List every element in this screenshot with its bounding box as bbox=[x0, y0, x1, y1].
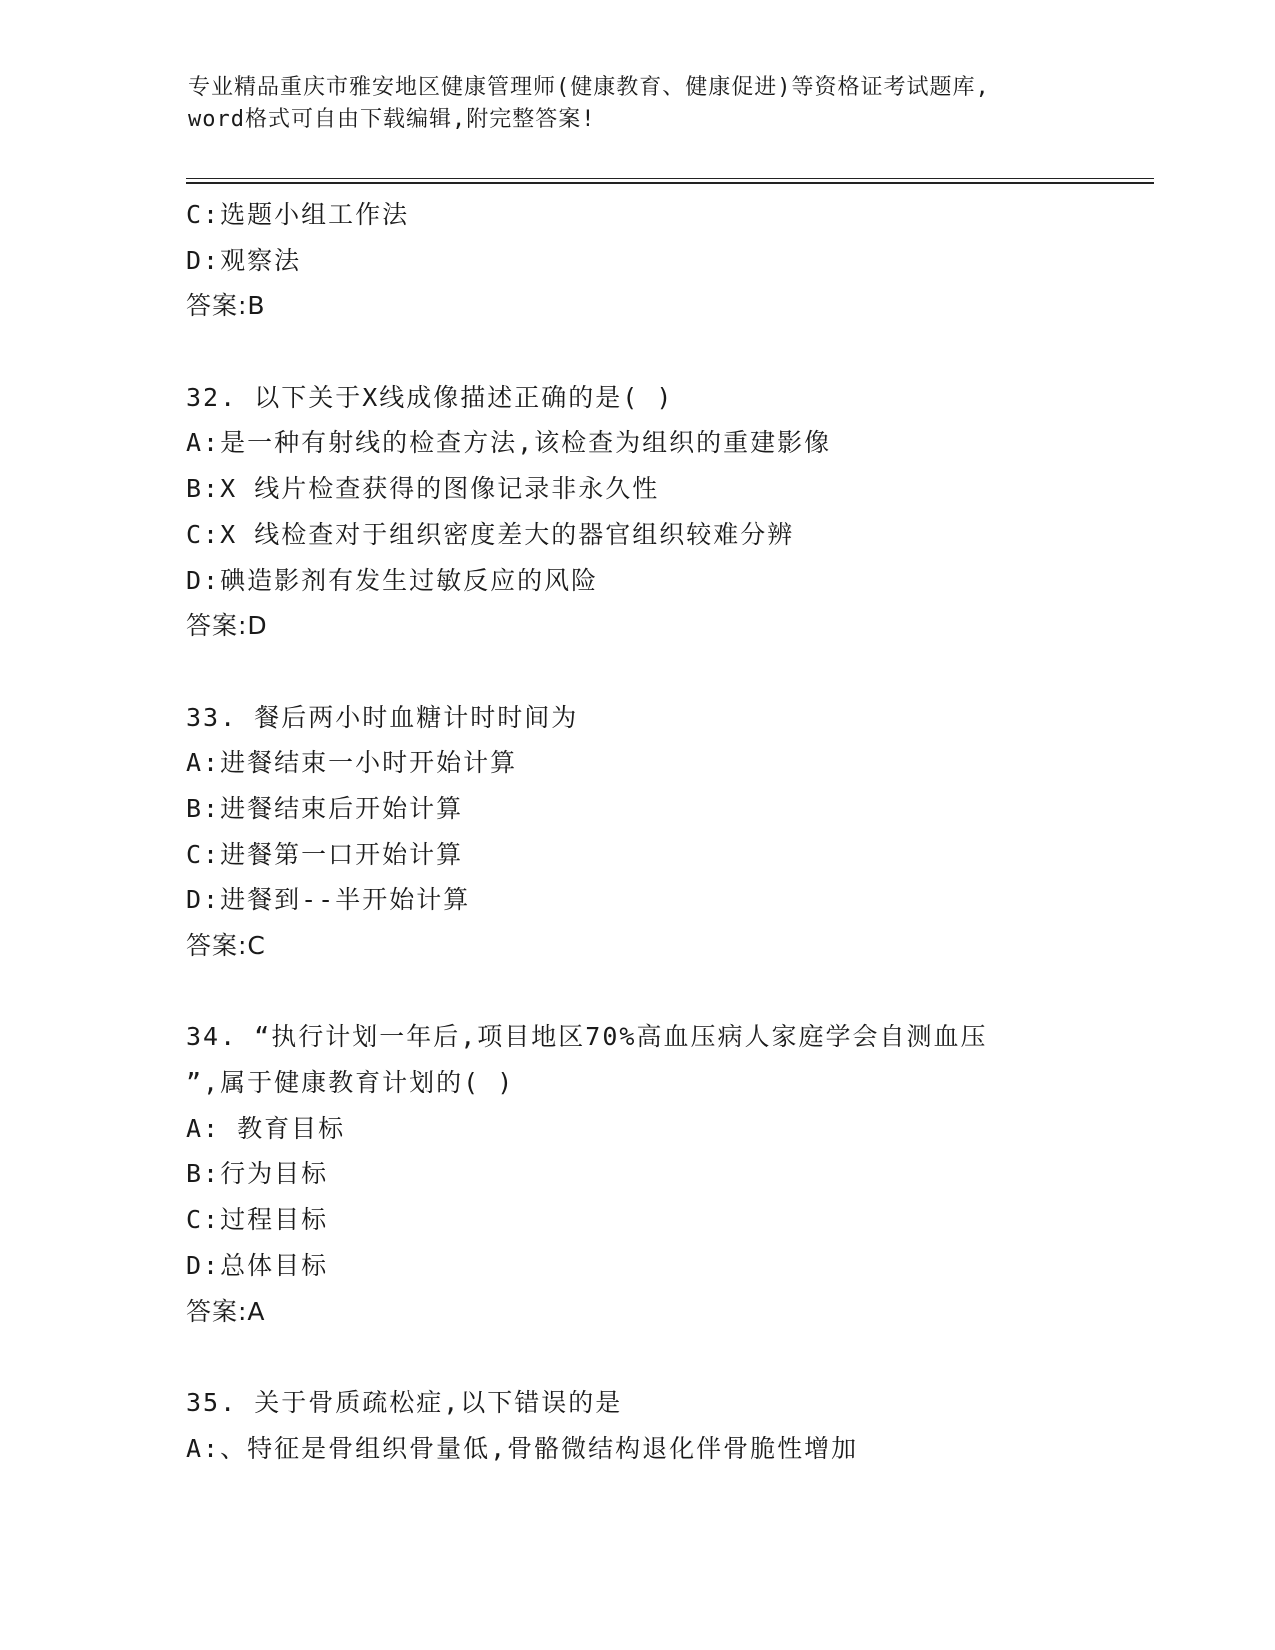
option-d: D:总体目标 bbox=[186, 1250, 329, 1280]
question-stem-line-1: 34. “执行计划一年后,项目地区70%高血压病人家庭学会自测血压 bbox=[186, 1022, 988, 1052]
question-stem: 35. 关于骨质疏松症,以下错误的是 bbox=[186, 1387, 623, 1417]
header-line-1: 专业精品重庆市雅安地区健康管理师(健康教育、健康促进)等资格证考试题库, bbox=[188, 75, 990, 100]
question-31-tail bbox=[186, 192, 1086, 329]
question-32 bbox=[186, 375, 1086, 649]
option-a: A: 教育目标 bbox=[186, 1113, 346, 1143]
header-line-2: word格式可自由下载编辑,附完整答案! bbox=[188, 107, 596, 132]
option-b: B:行为目标 bbox=[186, 1159, 329, 1189]
option-c: C:X 线检查对于组织密度差大的器官组织较难分辨 bbox=[186, 519, 795, 549]
option-d: D:观察法 bbox=[186, 245, 302, 275]
spacer bbox=[186, 649, 1086, 695]
question-34 bbox=[186, 1014, 1086, 1334]
answer-line: 答案:B bbox=[186, 291, 266, 321]
answer-line: 答案:C bbox=[186, 931, 266, 960]
question-33 bbox=[186, 695, 1086, 969]
option-d: D:碘造影剂有发生过敏反应的风险 bbox=[186, 565, 599, 595]
option-d: D:进餐到--半开始计算 bbox=[186, 885, 471, 915]
answer-line: 答案:A bbox=[186, 1296, 266, 1326]
spacer bbox=[186, 1334, 1086, 1380]
option-b: B:进餐结束后开始计算 bbox=[186, 793, 464, 823]
question-stem: 33. 餐后两小时血糖计时时间为 bbox=[186, 702, 579, 732]
spacer bbox=[186, 329, 1086, 375]
option-c: C:进餐第一口开始计算 bbox=[186, 839, 464, 869]
header-divider-thick bbox=[186, 182, 1154, 184]
header-divider-thin bbox=[186, 178, 1154, 179]
option-a: A:进餐结束一小时开始计算 bbox=[186, 748, 518, 778]
document-header bbox=[188, 72, 1068, 136]
option-c: C:选题小组工作法 bbox=[186, 200, 410, 229]
option-c: C:过程目标 bbox=[186, 1205, 329, 1235]
answer-line: 答案:D bbox=[186, 611, 268, 641]
option-a: A:是一种有射线的检查方法,该检查为组织的重建影像 bbox=[186, 428, 832, 458]
question-stem: 32. 以下关于X线成像描述正确的是( ) bbox=[186, 382, 674, 412]
question-35 bbox=[186, 1380, 1086, 1471]
question-list bbox=[186, 192, 1086, 1471]
spacer bbox=[186, 969, 1086, 1015]
option-a: A:、特征是骨组织骨量低,骨骼微结构退化伴骨脆性增加 bbox=[186, 1433, 859, 1463]
question-stem-line-2: ”,属于健康教育计划的( ) bbox=[186, 1068, 515, 1098]
option-b: B:X 线片检查获得的图像记录非永久性 bbox=[186, 474, 660, 504]
